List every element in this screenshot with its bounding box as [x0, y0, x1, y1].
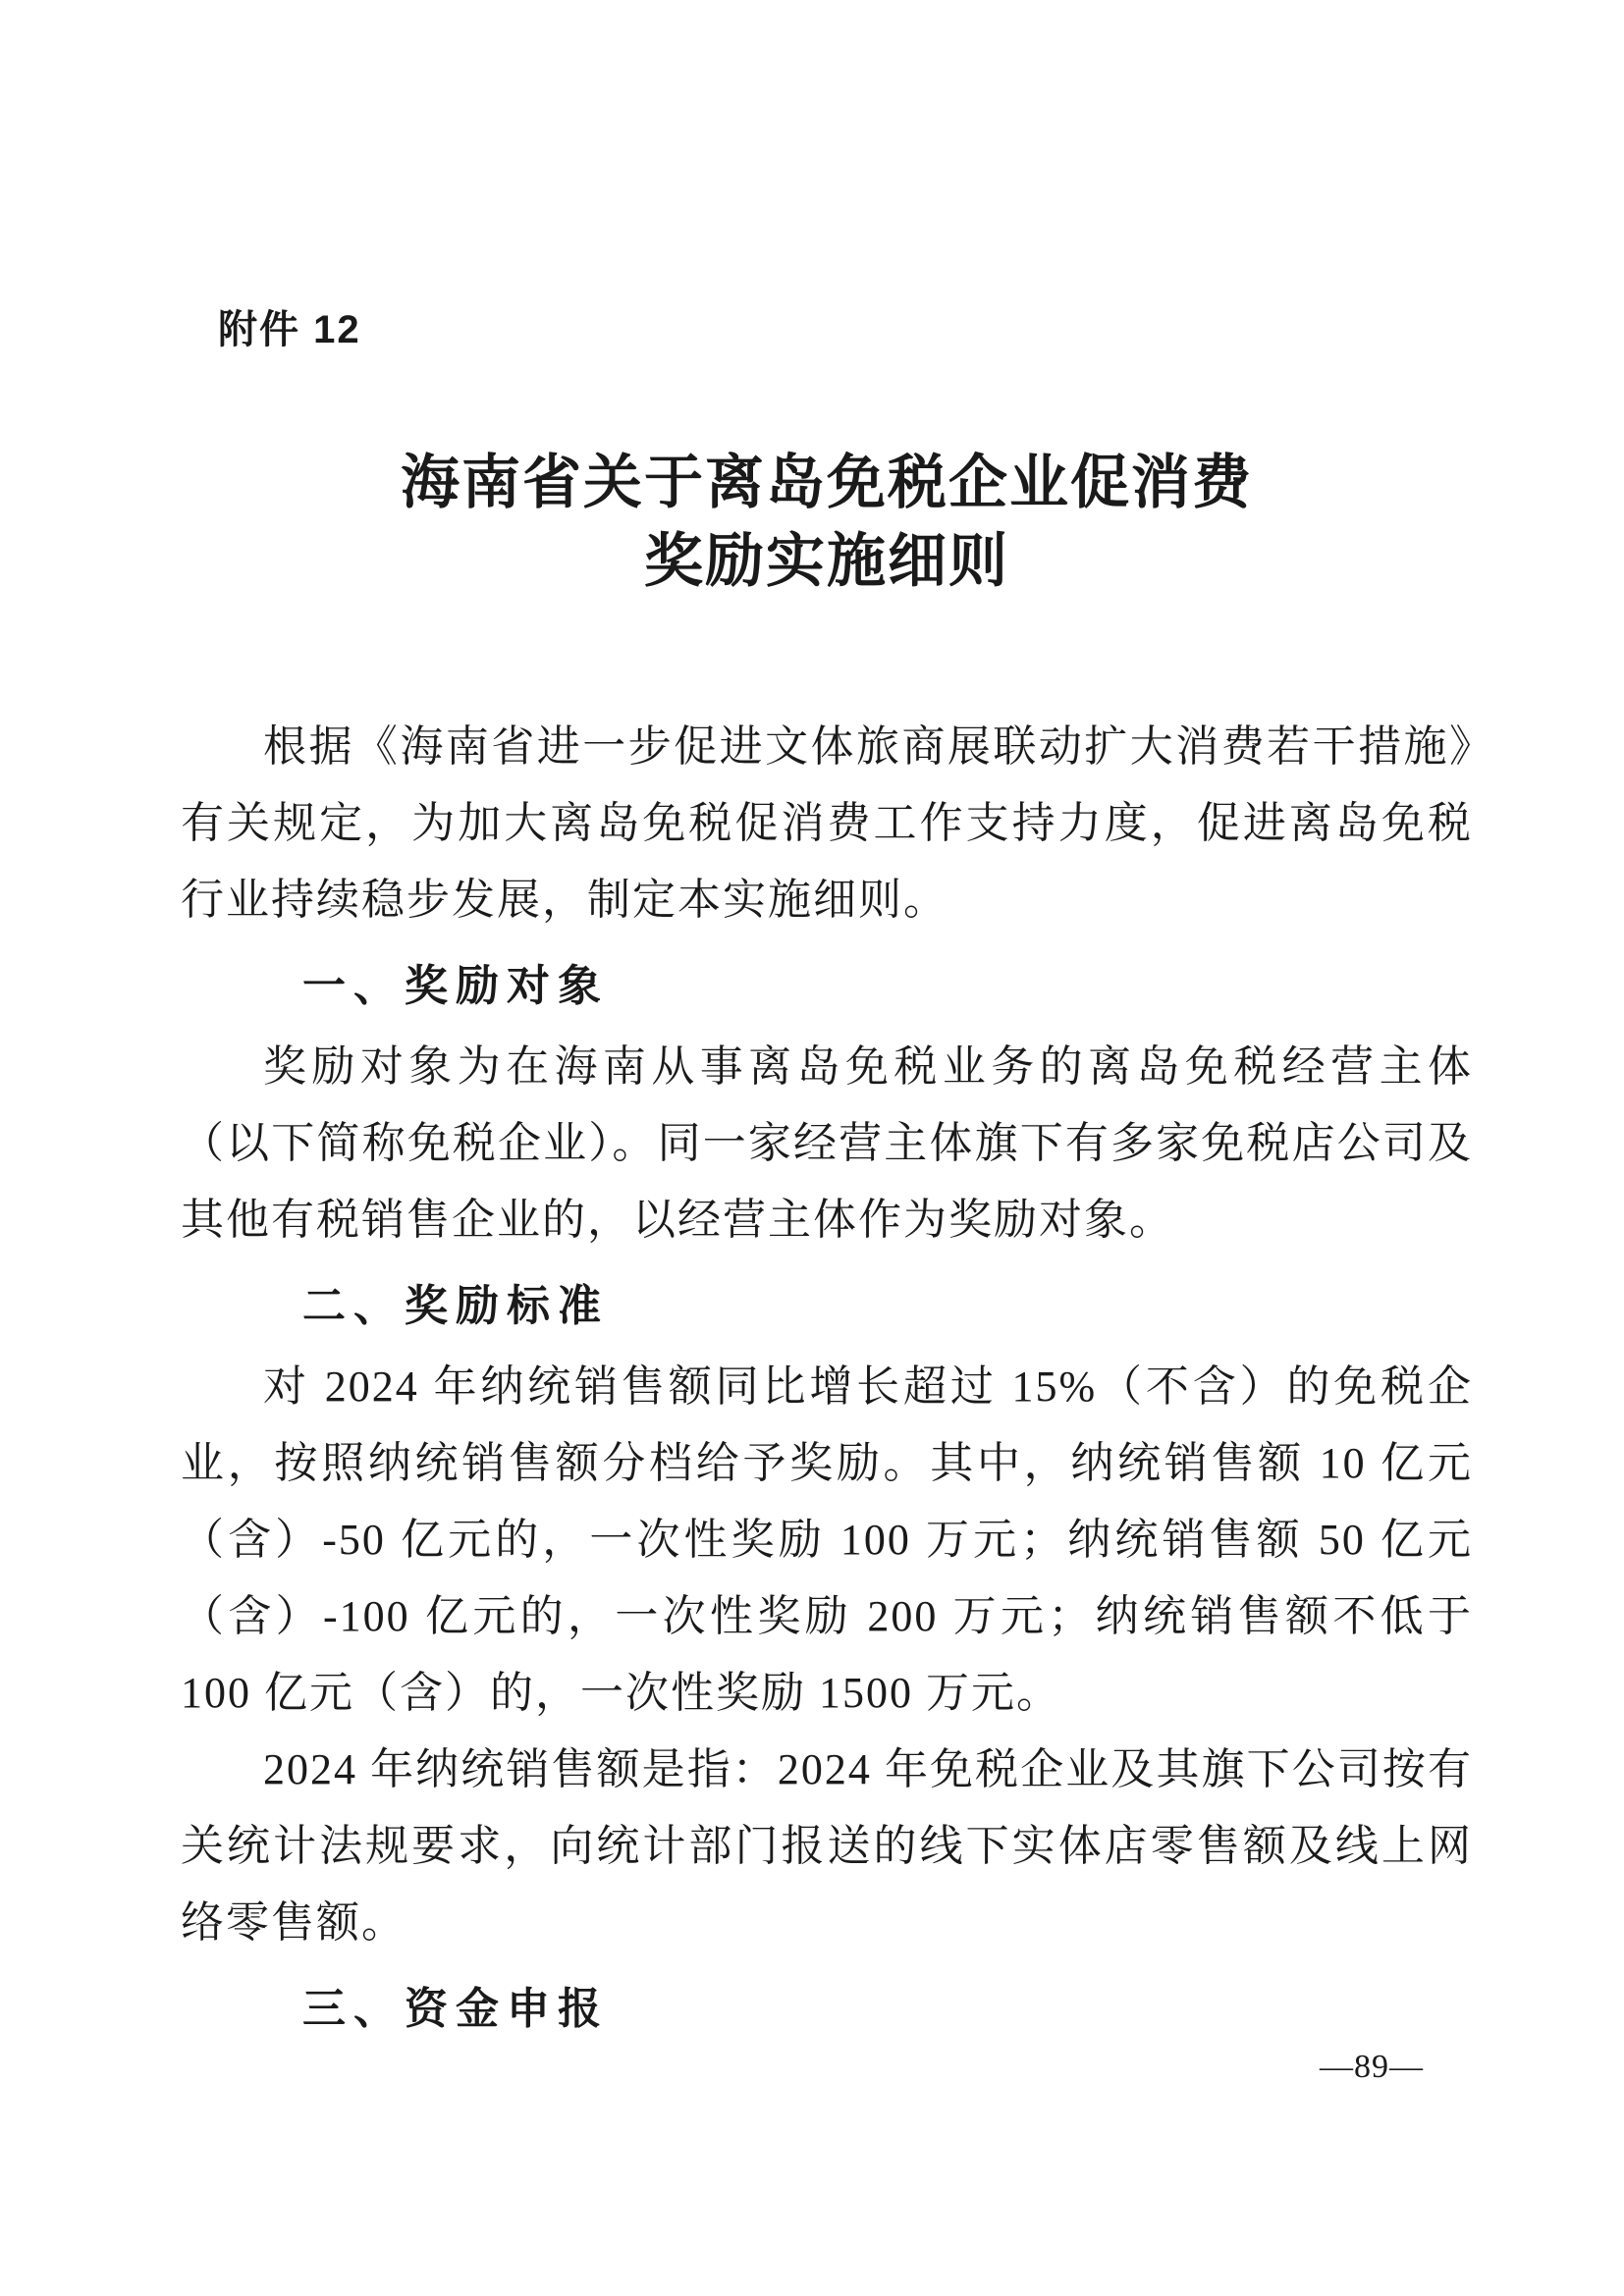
intro-paragraph: 根据《海南省进一步促进文体旅商展联动扩大消费若干措施》有关规定，为加大离岛免税促消费工作支持力度，促进离岛免税行业持续稳步发展，制定本实施细则。: [181, 722, 1473, 924]
document-title: [181, 444, 1473, 601]
document-body: [181, 709, 1473, 2052]
section-1-paragraph-1: 奖励对象为在海南从事离岛免税业务的离岛免税经营主体（以下简称免税企业）。同一家经营主体旗下有多家免税店公司及其他有税销售企业的，以经营主体作为奖励对象。: [181, 1042, 1473, 1244]
section-2-heading: 二、奖励标准: [302, 1282, 609, 1330]
section-2-paragraph-2: 2024 年纳统销售额是指：2024 年免税企业及其旗下公司按有关统计法规要求，向统计部门报送的线下实体店零售额及线上网络零售额。: [181, 1745, 1473, 1947]
document-title-line-2: 奖励实施细则: [644, 529, 1009, 594]
section-3-heading: 三、资金申报: [302, 1985, 609, 2033]
document-title-line-1: 海南省关于离岛免税企业促消费: [401, 451, 1253, 515]
attachment-label: 附件 12: [218, 308, 361, 351]
section-2-paragraph-1: 对 2024 年纳统销售额同比增长超过 15%（不含）的免税企业，按照纳统销售额分档给予奖励。其中，纳统销售额 10 亿元（含）-50 亿元的，一次性奖励 100 万元；纳统销售额 50 亿元（含）-100 亿元的，一次性奖励 200 万元；纳统销售额不低于 100 亿元（含）的，一次性奖励 1500 万元。: [181, 1362, 1473, 1717]
section-1-heading: 一、奖励对象: [302, 962, 609, 1010]
page-number: —89—: [1320, 2049, 1424, 2085]
